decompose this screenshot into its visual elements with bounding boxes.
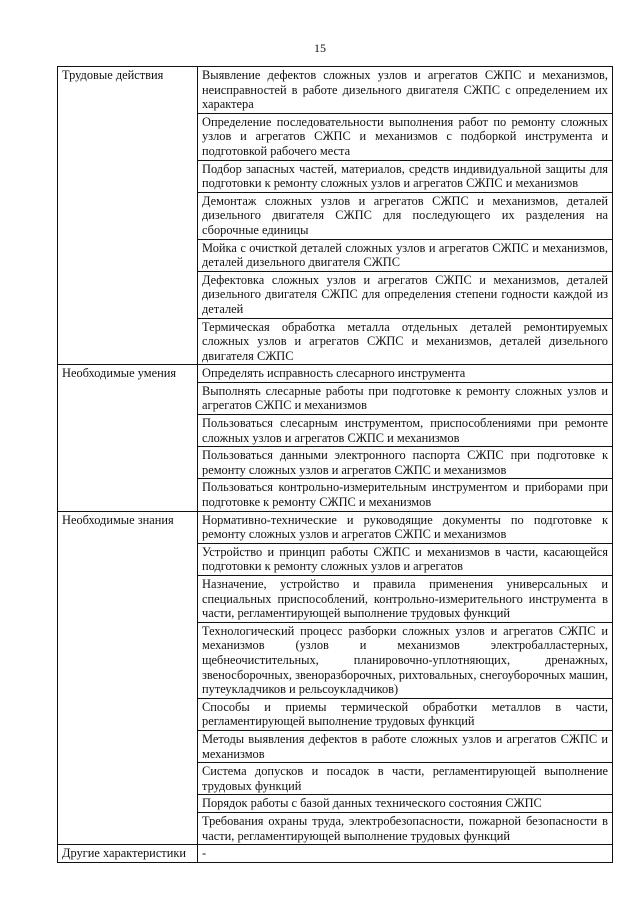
section-label: Трудовые действия	[58, 67, 198, 114]
competency-table	[57, 66, 613, 863]
requirement-text: Пользоваться слесарным инструментом, приспособлениями при ремонте сложных узлов и агрегатов СЖПС и механизмов	[198, 415, 613, 447]
section-label-continuation	[58, 113, 198, 160]
table-row	[58, 576, 613, 623]
section-label-continuation	[58, 543, 198, 575]
table-row	[58, 447, 613, 479]
page-number: 15	[314, 41, 326, 55]
requirement-text: -	[198, 845, 613, 863]
table-row	[58, 730, 613, 762]
section-label-continuation	[58, 576, 198, 623]
table-row	[58, 160, 613, 192]
requirement-text: Порядок работы с базой данных технического состояния СЖПС	[198, 795, 613, 813]
requirement-text: Назначение, устройство и правила применения универсальных и специальных приспособлений, контрольно-измерительного инструмента в части, регламентирующей выполнение трудовых функций	[198, 576, 613, 623]
table-row	[58, 192, 613, 239]
section-label-continuation	[58, 447, 198, 479]
competency-table-body	[58, 67, 613, 863]
table-row	[58, 318, 613, 365]
requirement-text: Пользоваться данными электронного паспорта СЖПС при подготовке к ремонту сложных узлов и агрегатов СЖПС и механизмов	[198, 447, 613, 479]
section-label-continuation	[58, 239, 198, 271]
section-label-continuation	[58, 622, 198, 698]
requirement-text: Подбор запасных частей, материалов, средств индивидуальной защиты для подготовки к ремонту сложных узлов и агрегатов СЖПС и механизмов	[198, 160, 613, 192]
section-label-continuation	[58, 192, 198, 239]
section-label-continuation	[58, 763, 198, 795]
table-row	[58, 543, 613, 575]
requirement-text: Дефектовка сложных узлов и агрегатов СЖПС и механизмов, деталей дизельного двигателя СЖПС для определения степени годности каждой из деталей	[198, 271, 613, 318]
section-label-continuation	[58, 812, 198, 844]
table-row	[58, 382, 613, 414]
section-label-continuation	[58, 698, 198, 730]
section-label-continuation	[58, 318, 198, 365]
requirement-text: Выявление дефектов сложных узлов и агрегатов СЖПС и механизмов, неисправностей в работе дизельного двигателя СЖПС с определением их характера	[198, 67, 613, 114]
table-row	[58, 239, 613, 271]
requirement-text: Мойка с очисткой деталей сложных узлов и агрегатов СЖПС и механизмов, деталей дизельного двигателя СЖПС	[198, 239, 613, 271]
requirement-text: Требования охраны труда, электробезопасности, пожарной безопасности в части, регламентирующей выполнение трудовых функций	[198, 812, 613, 844]
requirement-text: Выполнять слесарные работы при подготовке к ремонту сложных узлов и агрегатов СЖПС и механизмов	[198, 382, 613, 414]
section-label-continuation	[58, 479, 198, 511]
table-row	[58, 763, 613, 795]
requirement-text: Система допусков и посадок в части, регламентирующей выполнение трудовых функций	[198, 763, 613, 795]
section-label-continuation	[58, 415, 198, 447]
table-row	[58, 622, 613, 698]
section-label-continuation	[58, 795, 198, 813]
requirement-text: Определение последовательности выполнения работ по ремонту сложных узлов и агрегатов СЖПС и механизмов с подборкой инструмента и подготовкой рабочего места	[198, 113, 613, 160]
section-label-continuation	[58, 730, 198, 762]
table-row	[58, 812, 613, 844]
section-label: Необходимые знания	[58, 511, 198, 543]
requirement-text: Способы и приемы термической обработки металлов в части, регламентирующей выполнение трудовых функций	[198, 698, 613, 730]
table-row	[58, 271, 613, 318]
requirement-text: Устройство и принцип работы СЖПС и механизмов в части, касающейся подготовки к ремонту сложных узлов и агрегатов	[198, 543, 613, 575]
requirement-text: Пользоваться контрольно-измерительным инструментом и приборами при подготовке к ремонту СЖПС и механизмов	[198, 479, 613, 511]
section-label-continuation	[58, 382, 198, 414]
table-row	[58, 698, 613, 730]
table-row	[58, 511, 613, 543]
requirement-text: Методы выявления дефектов в работе сложных узлов и агрегатов СЖПС и механизмов	[198, 730, 613, 762]
requirement-text: Нормативно-технические и руководящие документы по подготовке к ремонту сложных узлов и агрегатов СЖПС и механизмов	[198, 511, 613, 543]
requirement-text: Термическая обработка металла отдельных деталей ремонтируемых сложных узлов и агрегатов СЖПС и механизмов, деталей дизельного двигателя СЖПС	[198, 318, 613, 365]
requirement-text: Определять исправность слесарного инструмента	[198, 365, 613, 383]
table-row	[58, 113, 613, 160]
section-label-continuation	[58, 160, 198, 192]
section-label: Другие характеристики	[58, 845, 198, 863]
section-label-continuation	[58, 271, 198, 318]
table-row	[58, 415, 613, 447]
table-row	[58, 67, 613, 114]
section-label: Необходимые умения	[58, 365, 198, 383]
requirement-text: Технологический процесс разборки сложных узлов и агрегатов СЖПС и механизмов (узлов и механизмов электробалластерных, щебнеочистительных, планировочно-уплотняющих, дренажных, звеносборочных, звеноразборочных, рихтовальных, снегоуборочных машин, путеукладчиков и рельсоукладчиков)	[198, 622, 613, 698]
requirement-text: Демонтаж сложных узлов и агрегатов СЖПС и механизмов, деталей дизельного двигателя СЖПС для последующего их разделения на сборочные единицы	[198, 192, 613, 239]
table-row	[58, 795, 613, 813]
table-row	[58, 845, 613, 863]
table-row	[58, 479, 613, 511]
table-row	[58, 365, 613, 383]
